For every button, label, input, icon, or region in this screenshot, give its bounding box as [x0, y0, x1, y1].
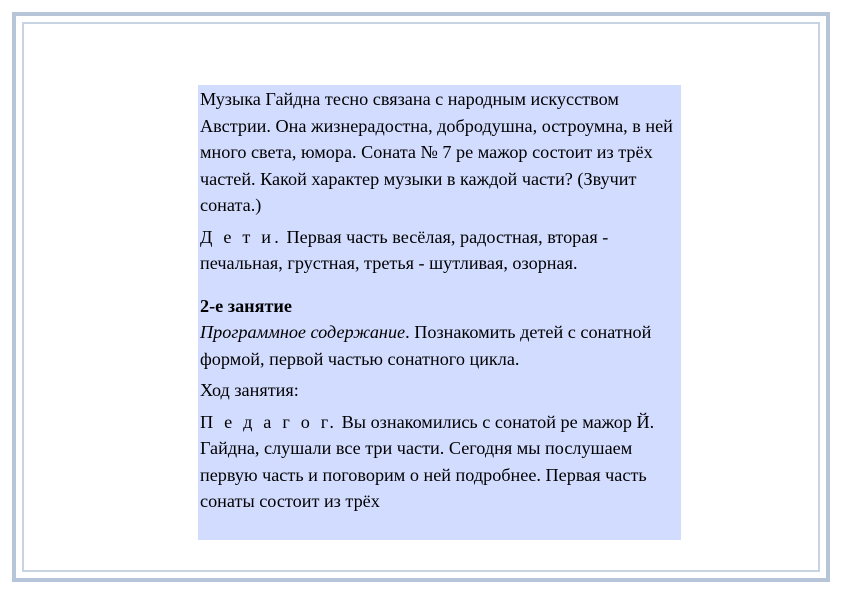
lesson-course-label: Ход занятия: [200, 380, 299, 400]
teacher-text: Вы ознакомились с сонатой ре мажор Й. Гайдна, слушали все три части. Сегодня мы послушаем первую часть и поговорим о ней подробнее. Первая часть сонаты состоит из трёх [200, 411, 655, 511]
program-text: . Познакомить детей с сонатной формой, первой частью сонатного цикла. [200, 322, 652, 369]
teacher-paragraph [200, 409, 677, 515]
program-paragraph [200, 319, 677, 372]
children-speaker-label: Д е т и. [200, 226, 282, 247]
text-box [198, 85, 681, 540]
intro-paragraph: Музыка Гайдна тесно связана с народным искусством Австрии. Она жизнерадостна, добродушна, остроумна, в ней много света, юмора. Соната № 7 ре мажор состоит из трёх частей. Какой характер музыки в каждой части? (Звучит соната.) [200, 89, 673, 215]
children-answer-text: Первая часть весёлая, радостная, вторая - печальная, грустная, третья - шутливая, озорная. [200, 226, 609, 273]
lesson-heading: 2-е занятие [200, 295, 292, 316]
children-answer-paragraph [200, 224, 677, 277]
program-label: Программное содержание [200, 322, 406, 342]
teacher-speaker-label: П е д а г о г. [200, 411, 338, 432]
